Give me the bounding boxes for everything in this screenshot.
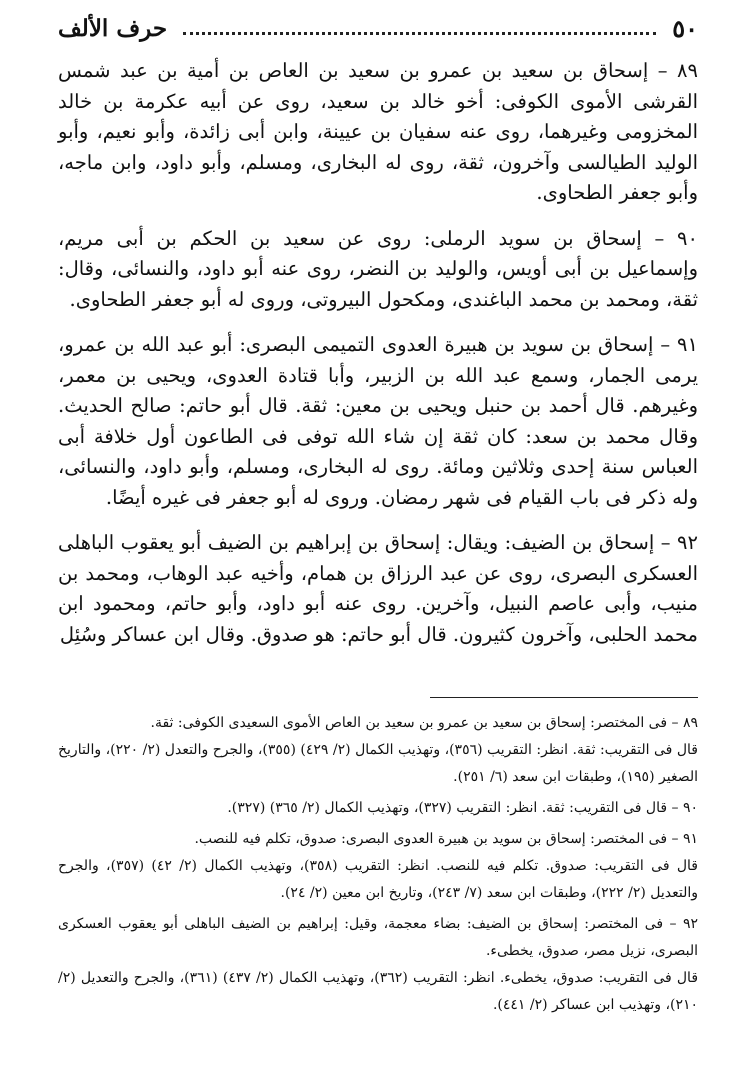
entry-text: ٩٠ – إسحاق بن سويد الرملى: روى عن سعيد بن الحكم بن أبى مريم، وإسماعيل بن أبى أويس، والوليد بن النضر، روى عنه أبو داود، والنسائى، وقال: ثقة، ومحمد بن محمد الباغندى، ومكحول البيروتى، وروى له أبو جعفر الطحاوى. bbox=[58, 226, 698, 311]
chapter-title: حرف الألف bbox=[58, 14, 168, 42]
footnote-line: ٩٠ – قال فى التقريب: ثقة. انظر: التقريب (٣٢٧)، وتهذيب الكمال (٢/ ٣٦٥) (٣٢٧). bbox=[227, 800, 698, 816]
footnote-line: قال فى التقريب: ثقة. انظر: التقريب (٣٥٦)، وتهذيب الكمال (٢/ ٤٢٩) (٣٥٥)، والجرح والتعدل (٢/ ٢٢٠)، والتاريخ الصغير (١٩٥)، وطبقات ابن سعد (٦/ ٢٥١). bbox=[58, 742, 698, 785]
footnote-separator bbox=[430, 697, 698, 698]
entry-89 bbox=[58, 56, 698, 209]
footnote-89 bbox=[58, 710, 698, 791]
main-text bbox=[58, 56, 698, 665]
footnote-91 bbox=[58, 826, 698, 907]
footnote-line: قال فى التقريب: صدوق. تكلم فيه للنصب. انظر: التقريب (٣٥٨)، وتهذيب الكمال (٢/ ٤٢) (٣٥٧)، والجرح والتعديل (٢/ ٢٢٢)، وطبقات ابن سعد (٧/ ٢٤٣)، وتاريخ ابن معين (٢/ ٢٤). bbox=[58, 858, 698, 901]
footnotes bbox=[58, 710, 698, 1023]
footnote-line: قال فى التقريب: صدوق، يخطىء. انظر: التقريب (٣٦٢)، وتهذيب الكمال (٢/ ٤٣٧) (٣٦١)، والجرح والتعديل (٢/ ٢١٠)، وتهذيب ابن عساكر (٢/ ٤٤١). bbox=[58, 970, 699, 1013]
page-header bbox=[58, 8, 698, 48]
entry-text: ٩١ – إسحاق بن سويد بن هبيرة العدوى التميمى البصرى: أبو عبد الله بن عمرو، يرمى الجمار، وسمع عبد الله بن الزبير، وأبا قتادة العدوى، ويحيى بن معمر، وغيرهم. قال أحمد بن حنبل ويحيى بن معين: ثقة. قال أبو حاتم: صالح الحديث. وقال محمد بن سعد: كان ثقة إن شاء الله توفى فى الطاعون أول خلافة أبى العباس سنة إحدى وثلاثين ومائة. روى له البخارى، ومسلم، وأبو داود، والنسائى، وله ذكر فى باب القيام فى شهر رمضان. وروى له أبو جعفر فى غيره أيضًا. bbox=[58, 333, 698, 509]
entry-90 bbox=[58, 224, 698, 316]
footnote-line: ٩٢ – فى المختصر: إسحاق بن الضيف: بضاء معجمة، وقيل: إبراهيم بن الضيف الباهلى أبو يعقوب العسكرى البصرى، نزيل مصر، صدوق، يخطىء. bbox=[58, 916, 698, 959]
entry-92 bbox=[58, 528, 698, 650]
footnote-line: ٨٩ – فى المختصر: إسحاق بن سعيد بن عمرو بن سعيد بن العاص الأموى السعيدى الكوفى: ثقة. bbox=[150, 715, 698, 731]
entry-text: ٨٩ – إسحاق بن سعيد بن عمرو بن سعيد بن العاص بن أمية بن عبد شمس القرشى الأموى الكوفى: أخو خالد بن سعيد، روى عن أبيه عكرمة بن خالد المخزومى وغيرهما، روى عنه سفيان بن عيينة، وابن أبى زائدة، وأبو نعيم، وأبو الوليد الطيالسى وآخرون، ثقة، روى له البخارى، ومسلم، وأبو داود، وابن ماجه، وأبو جعفر الطحاوى. bbox=[58, 59, 698, 204]
page-number: ٥٠ bbox=[672, 13, 698, 43]
entry-91 bbox=[58, 330, 698, 513]
header-dotted-leader bbox=[183, 32, 656, 35]
entry-text: ٩٢ – إسحاق بن الضيف: ويقال: إسحاق بن إبراهيم بن الضيف أبو يعقوب الباهلى العسكرى البصرى، روى عن عبد الرزاق بن همام، وأخيه عبد الوهاب، ومحمد بن منيب، وأبى عاصم النبيل، وآخرين. روى عنه أبو داود، وأبو حاتم، ومحمود ابن محمد الحلبى، وآخرون كثيرون. قال أبو حاتم: هو صدوق. وقال ابن عساكر وسُئِل bbox=[58, 531, 698, 646]
footnote-90 bbox=[58, 795, 698, 822]
footnote-92 bbox=[58, 911, 698, 1019]
footnote-line: ٩١ – فى المختصر: إسحاق بن سويد بن هبيرة العدوى البصرى: صدوق، تكلم فيه للنصب. bbox=[194, 831, 698, 847]
